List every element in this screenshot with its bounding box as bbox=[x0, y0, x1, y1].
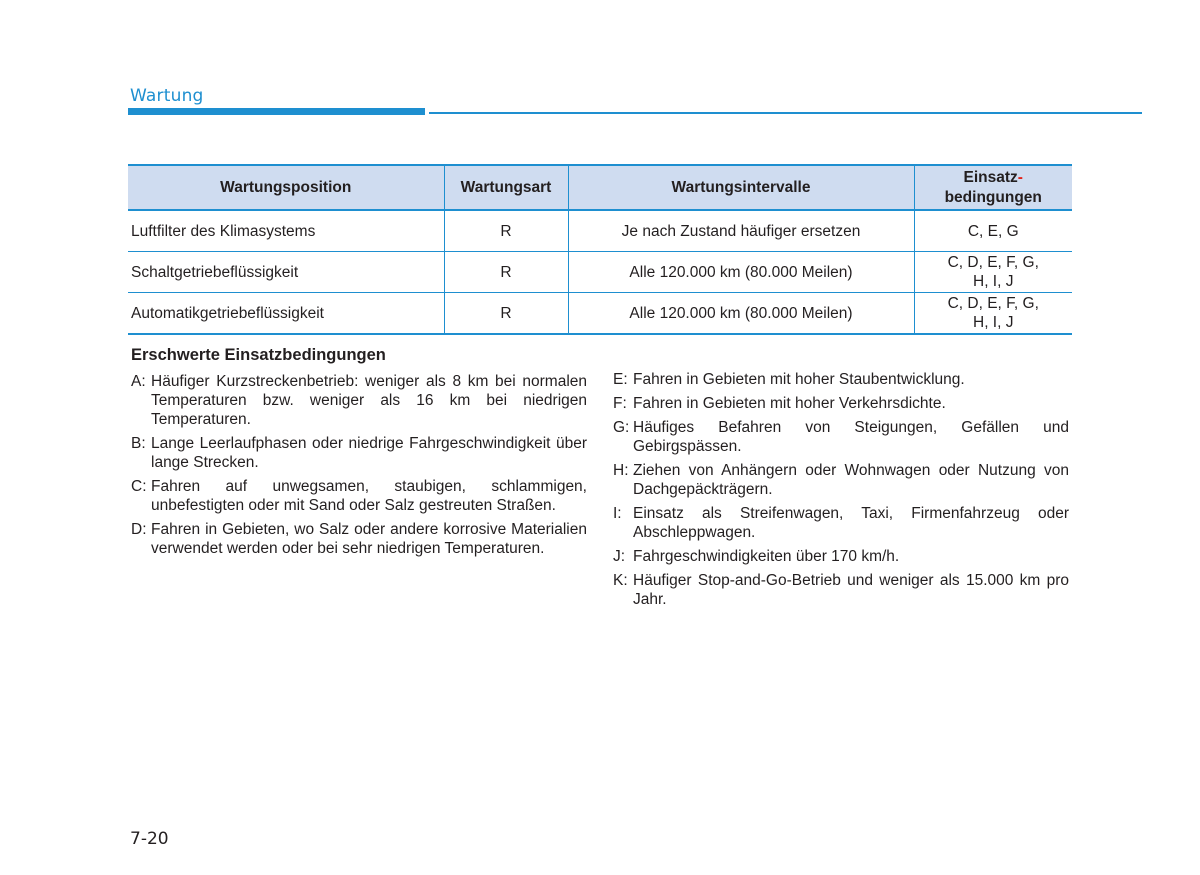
conditions-heading: Erschwerte Einsatzbedingungen bbox=[131, 346, 386, 364]
table-row bbox=[128, 293, 1072, 335]
header-position: Wartungsposition bbox=[128, 165, 444, 210]
condition-text: Fahrgeschwindigkeiten über 170 km/h. bbox=[633, 548, 900, 565]
condition-item bbox=[613, 418, 1069, 456]
condition-key: J: bbox=[613, 548, 626, 565]
conditions-list-right bbox=[613, 370, 1069, 614]
table-row bbox=[128, 210, 1072, 252]
condition-text: Einsatz als Streifenwagen, Taxi, Firmenfahrzeug oder Abschleppwagen. bbox=[633, 505, 1069, 541]
cell-position: Automatikgetriebeflüssigkeit bbox=[128, 293, 444, 335]
cell-type: R bbox=[444, 252, 568, 293]
cell-conditions: C, E, G bbox=[914, 210, 1072, 252]
cell-conditions bbox=[914, 252, 1072, 293]
cell-interval: Je nach Zustand häufiger ersetzen bbox=[568, 210, 914, 252]
condition-text: Fahren auf unwegsamen, staubigen, schlammigen, unbefestigten oder mit Sand oder Salz gestreuten Straßen. bbox=[151, 478, 587, 514]
condition-text: Fahren in Gebieten mit hoher Staubentwicklung. bbox=[633, 371, 965, 388]
condition-item bbox=[613, 394, 1069, 413]
cell-conditions-line1: C, D, E, F, G, bbox=[947, 254, 1039, 271]
cell-position: Luftfilter des Klimasystems bbox=[128, 210, 444, 252]
condition-item bbox=[131, 434, 587, 472]
header-conditions-line2: bedingungen bbox=[944, 188, 1042, 206]
conditions-list-left bbox=[131, 372, 587, 563]
condition-text: Häufiger Kurzstreckenbetrieb: weniger als 8 km bei normalen Temperaturen bzw. weniger als 16 km bei niedrigen Temperaturen. bbox=[151, 373, 587, 428]
cell-position: Schaltgetriebeflüssigkeit bbox=[128, 252, 444, 293]
condition-item bbox=[613, 370, 1069, 389]
condition-key: F: bbox=[613, 395, 627, 412]
condition-key: A: bbox=[131, 373, 146, 390]
cell-interval: Alle 120.000 km (80.000 Meilen) bbox=[568, 293, 914, 335]
page-number: 7-20 bbox=[130, 829, 169, 849]
header-type: Wartungsart bbox=[444, 165, 568, 210]
header-conditions bbox=[914, 165, 1072, 210]
condition-key: B: bbox=[131, 435, 146, 452]
condition-item bbox=[131, 520, 587, 558]
condition-text: Ziehen von Anhängern oder Wohnwagen oder Nutzung von Dachgepäckträgern. bbox=[633, 462, 1069, 498]
header-interval: Wartungsintervalle bbox=[568, 165, 914, 210]
cell-conditions-line2: H, I, J bbox=[973, 273, 1014, 290]
table-header-row bbox=[128, 165, 1072, 210]
condition-item bbox=[613, 504, 1069, 542]
condition-key: G: bbox=[613, 419, 630, 436]
cell-type: R bbox=[444, 210, 568, 252]
condition-item bbox=[131, 372, 587, 429]
condition-key: C: bbox=[131, 478, 147, 495]
condition-key: E: bbox=[613, 371, 628, 388]
header-conditions-line1: Einsatz bbox=[963, 168, 1018, 186]
condition-text: Häufiges Befahren von Steigungen, Gefällen und Gebirgspässen. bbox=[633, 419, 1069, 455]
header-conditions-dash: - bbox=[1017, 168, 1023, 186]
cell-interval: Alle 120.000 km (80.000 Meilen) bbox=[568, 252, 914, 293]
section-bar-thick bbox=[128, 108, 425, 115]
maintenance-table bbox=[128, 164, 1072, 335]
section-bar-thin bbox=[429, 112, 1142, 114]
condition-text: Fahren in Gebieten, wo Salz oder andere korrosive Materialien verwendet werden oder bei sehr niedrigen Temperaturen. bbox=[151, 521, 587, 557]
condition-text: Lange Leerlaufphasen oder niedrige Fahrgeschwindigkeit über lange Strecken. bbox=[151, 435, 587, 471]
condition-text: Fahren in Gebieten mit hoher Verkehrsdichte. bbox=[633, 395, 946, 412]
condition-key: K: bbox=[613, 572, 628, 589]
cell-type: R bbox=[444, 293, 568, 335]
condition-text: Häufiger Stop-and-Go-Betrieb und weniger als 15.000 km pro Jahr. bbox=[633, 572, 1069, 608]
condition-key: D: bbox=[131, 521, 147, 538]
cell-conditions-line2: H, I, J bbox=[973, 314, 1014, 331]
condition-item bbox=[613, 547, 1069, 566]
condition-key: I: bbox=[613, 505, 622, 522]
condition-item bbox=[613, 571, 1069, 609]
condition-item bbox=[131, 477, 587, 515]
condition-item bbox=[613, 461, 1069, 499]
cell-conditions-line1: C, D, E, F, G, bbox=[947, 295, 1039, 312]
condition-key: H: bbox=[613, 462, 629, 479]
table-row bbox=[128, 252, 1072, 293]
cell-conditions bbox=[914, 293, 1072, 335]
section-title: Wartung bbox=[130, 86, 204, 106]
